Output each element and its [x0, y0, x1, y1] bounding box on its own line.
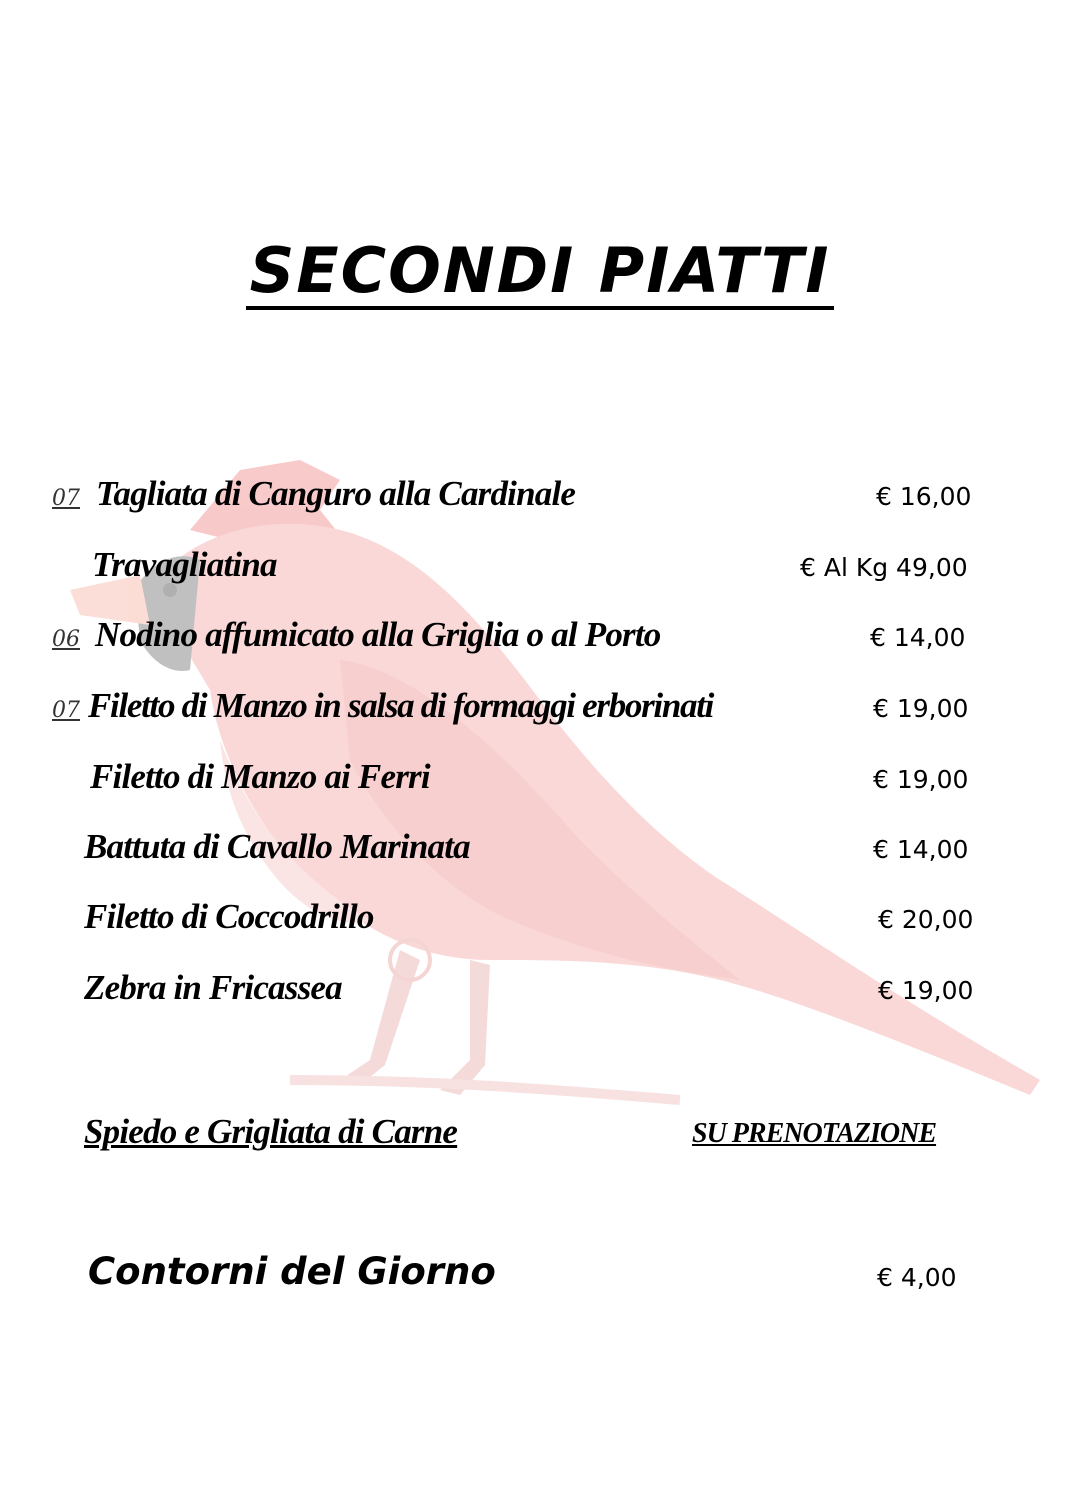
item-price: € 14,00	[870, 623, 966, 652]
item-name: Filetto di Manzo ai Ferri	[90, 757, 430, 796]
page-title-wrapper	[0, 234, 1080, 310]
page-title: SECONDI PIATTI	[246, 238, 835, 310]
item-price: € 19,00	[878, 976, 974, 1005]
item-price: € Al Kg 49,00	[800, 553, 968, 582]
menu-item	[0, 968, 1080, 1018]
item-name: Travagliatina	[92, 545, 277, 584]
item-name: Zebra in Fricassea	[84, 968, 342, 1007]
menu-item	[0, 827, 1080, 877]
menu-item	[0, 686, 1080, 736]
item-name: Filetto di Manzo in salsa di formaggi erborinati	[88, 686, 714, 725]
item-code: 07	[52, 486, 80, 511]
item-name: Nodino affumicato alla Griglia o al Porto	[95, 615, 661, 654]
item-name: Tagliata di Canguro alla Cardinale	[96, 474, 576, 513]
menu-item	[0, 757, 1080, 807]
contorni-name: Contorni del Giorno	[88, 1250, 496, 1293]
menu-item	[0, 897, 1080, 947]
item-code: 06	[52, 627, 80, 652]
contorni-price: € 4,00	[877, 1263, 957, 1292]
special-item-name: Spiedo e Grigliata di Carne	[84, 1112, 458, 1151]
special-item-note: SU PRENOTAZIONE	[692, 1118, 937, 1149]
item-price: € 19,00	[873, 765, 969, 794]
menu-item	[0, 615, 1080, 665]
item-price: € 20,00	[878, 905, 974, 934]
item-price: € 16,00	[876, 482, 972, 511]
item-price: € 14,00	[873, 835, 969, 864]
item-code: 07	[52, 698, 80, 723]
item-price: € 19,00	[873, 694, 969, 723]
menu-item	[0, 474, 1080, 524]
menu-item	[0, 545, 1080, 595]
item-name: Filetto di Coccodrillo	[84, 897, 374, 936]
item-name: Battuta di Cavallo Marinata	[84, 827, 470, 866]
